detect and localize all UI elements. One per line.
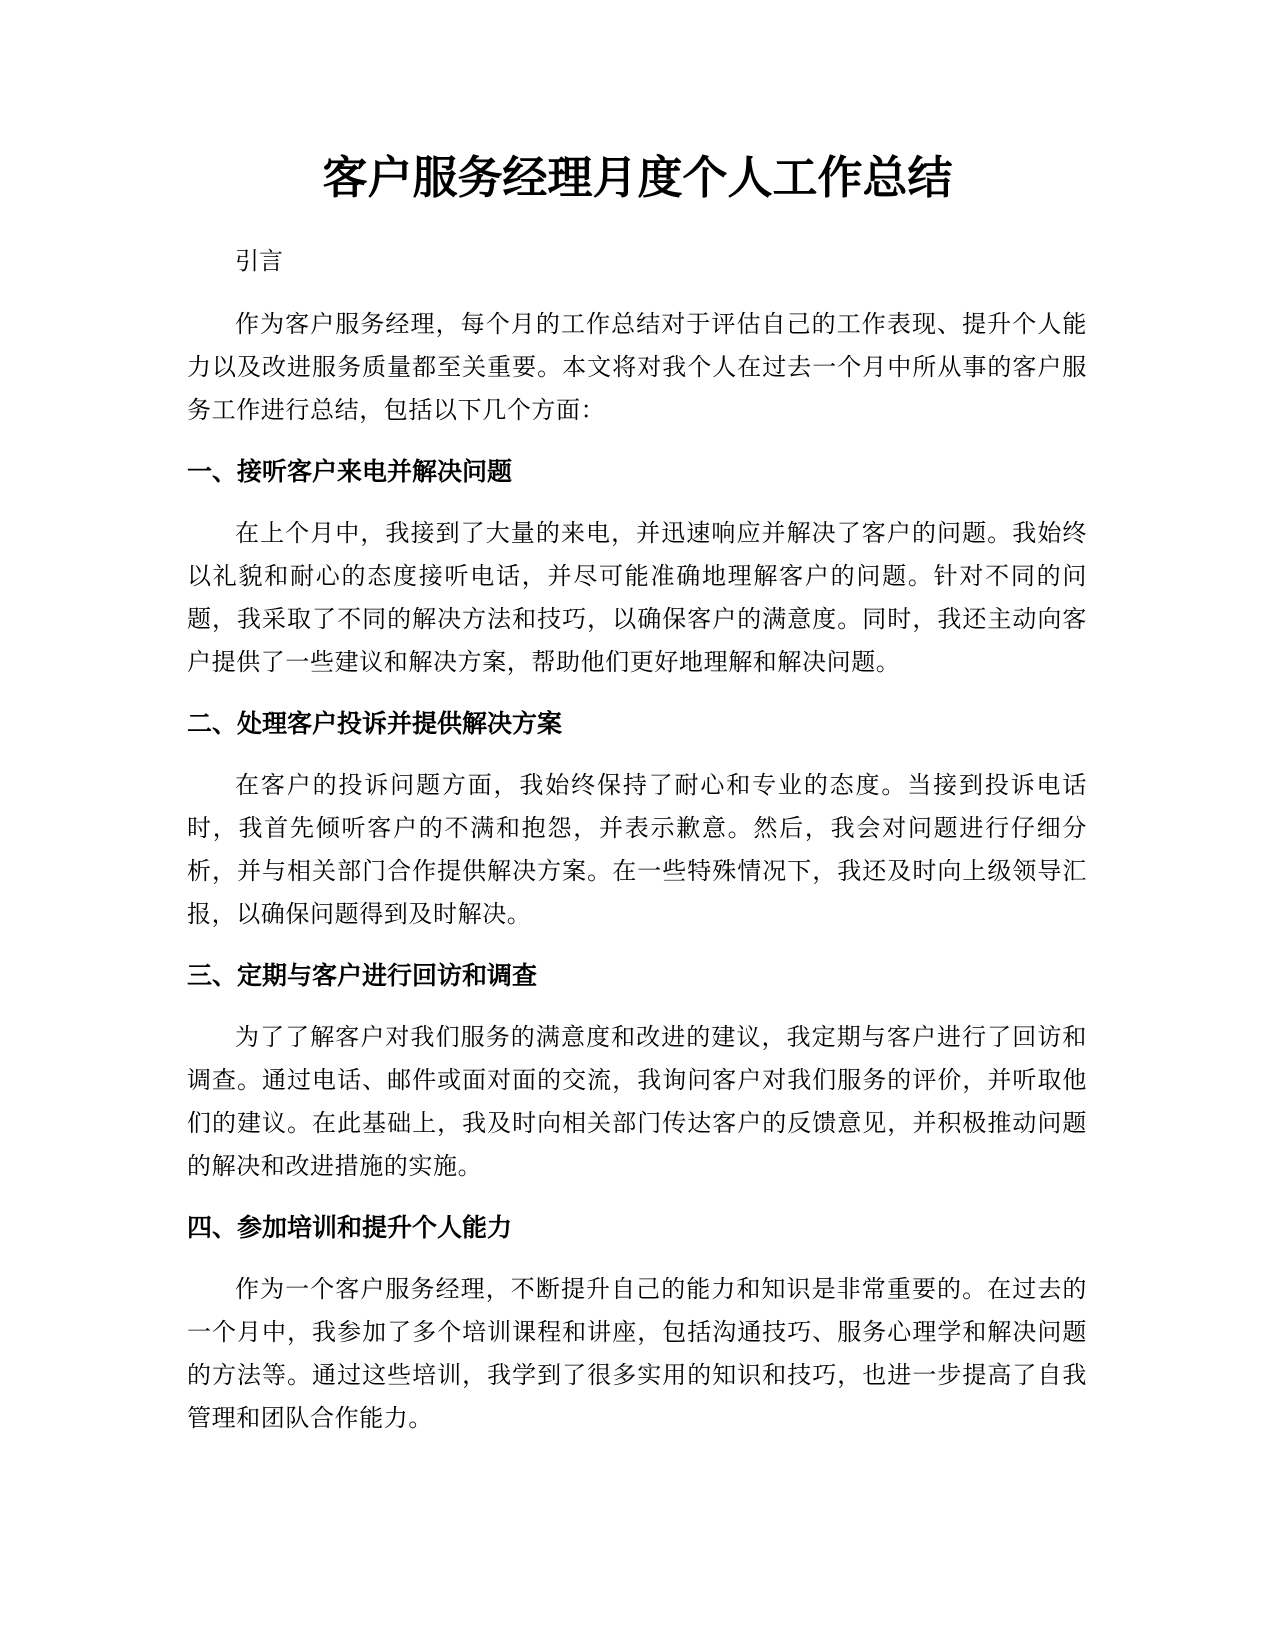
section-paragraph-2: 在客户的投诉问题方面，我始终保持了耐心和专业的态度。当接到投诉电话时，我首先倾听客户的不满和抱怨，并表示歉意。然后，我会对问题进行仔细分析，并与相关部门合作提供解决方案。在一些特殊情况下，我还及时向上级领导汇报，以确保问题得到及时解决。: [187, 771, 1087, 928]
section-paragraph-1: 在上个月中，我接到了大量的来电，并迅速响应并解决了客户的问题。我始终以礼貌和耐心的态度接听电话，并尽可能准确地理解客户的问题。针对不同的问题，我采取了不同的解决方法和技巧，以确保客户的满意度。同时，我还主动向客户提供了一些建议和解决方案，帮助他们更好地理解和解决问题。: [187, 519, 1087, 676]
section-heading-4: 四、参加培训和提升个人能力: [187, 1213, 513, 1242]
section-heading-3: 三、定期与客户进行回访和调查: [187, 961, 538, 990]
section-paragraph-3: 为了了解客户对我们服务的满意度和改进的建议，我定期与客户进行了回访和调查。通过电话、邮件或面对面的交流，我询问客户对我们服务的评价，并听取他们的建议。在此基础上，我及时向相关部门传达客户的反馈意见，并积极推动问题的解决和改进措施的实施。: [187, 1023, 1087, 1180]
section-paragraph-4: 作为一个客户服务经理，不断提升自己的能力和知识是非常重要的。在过去的一个月中，我参加了多个培训课程和讲座，包括沟通技巧、服务心理学和解决问题的方法等。通过这些培训，我学到了很多实用的知识和技巧，也进一步提高了自我管理和团队合作能力。: [187, 1275, 1087, 1432]
section-heading-1: 一、接听客户来电并解决问题: [187, 457, 513, 486]
section-heading-2: 二、处理客户投诉并提供解决方案: [187, 709, 563, 738]
intro-label: 引言: [235, 247, 283, 275]
document-body: [187, 240, 1087, 1440]
document-title: 客户服务经理月度个人工作总结: [322, 151, 953, 204]
intro-paragraph: 作为客户服务经理，每个月的工作总结对于评估自己的工作表现、提升个人能力以及改进服务质量都至关重要。本文将对我个人在过去一个月中所从事的客户服务工作进行总结，包括以下几个方面：: [187, 310, 1087, 424]
